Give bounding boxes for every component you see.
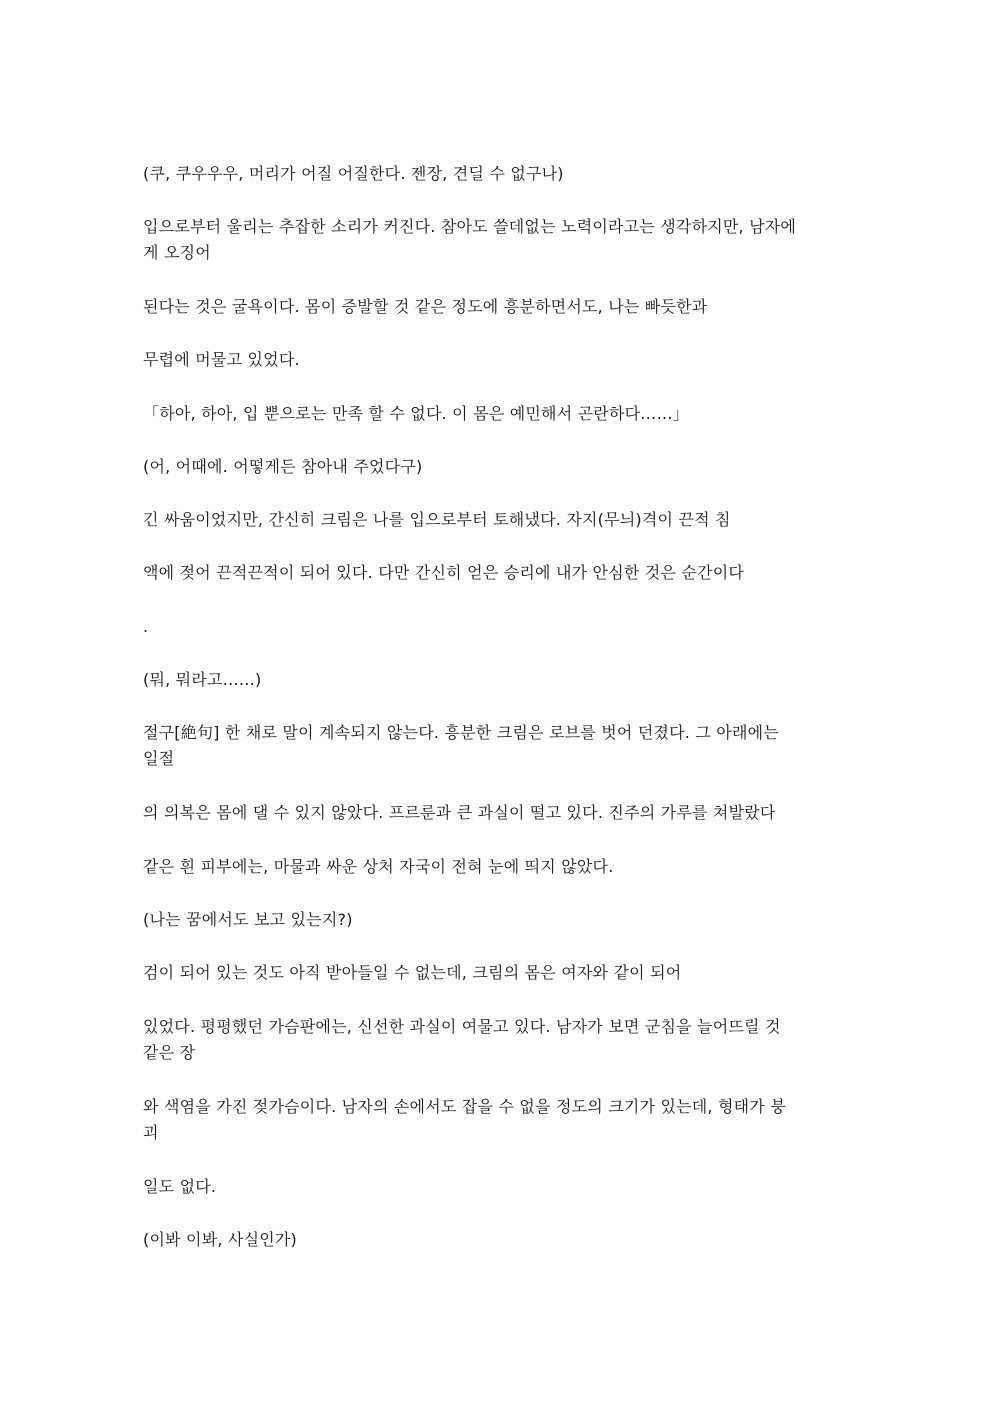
text-line: 같은 장 [143,1043,196,1062]
text-line: 무렵에 머물고 있었다. [143,350,300,369]
text-line: 긴 싸움이었지만, 간신히 크림은 나를 입으로부터 토해냈다. 자지(무늬)격이 끈적 침 [143,510,731,529]
text-line: 있었다. 평평했던 가슴판에는, 신선한 과실이 여물고 있다. 남자가 보면 군침을 늘어뜨릴 것 [143,1017,781,1036]
text-line: 된다는 것은 굴욕이다. 몸이 증발할 것 같은 정도에 흥분하면서도, 나는 빠듯한과 [143,297,708,316]
text-line: (뭐, 뭐라고……) [143,670,262,689]
text-line: 게 오징어 [143,243,211,262]
text-line: (쿠, 쿠우우우, 머리가 어질 어질한다. 젠장, 견딜 수 없구나) [143,164,564,183]
text-line: 같은 흰 피부에는, 마물과 싸운 상처 자국이 전혀 눈에 띄지 않았다. [143,857,614,876]
text-line: 와 색염을 가진 젖가슴이다. 남자의 손에서도 잡을 수 없을 정도의 크기가 있는데, 형태가 붕 [143,1097,786,1116]
text-line: 「하아, 하아, 입 뿐으로는 만족 할 수 없다. 이 몸은 예민해서 곤란하다……」 [143,404,689,423]
text-line: 절구[絶句] 한 채로 말이 계속되지 않는다. 흥분한 크림은 로브를 벗어 던졌다. 그 아래에는 [143,723,779,742]
text-line: 의 의복은 몸에 댈 수 있지 않았다. 프르룬과 큰 과실이 떨고 있다. 진주의 가루를 쳐발랐다 [143,803,776,822]
text-line: 괴 [143,1123,159,1142]
text-line: . [143,617,149,636]
text-line: (어, 어때에. 어떻게든 참아내 주었다구) [143,457,423,476]
text-line: (나는 꿈에서도 보고 있는지?) [143,910,353,929]
text-line: 입으로부터 울리는 추잡한 소리가 커진다. 참아도 쓸데없는 노력이라고는 생각하지만, 남자에 [143,217,797,236]
text-line: 액에 젖어 끈적끈적이 되어 있다. 다만 간신히 얻은 승리에 내가 안심한 것은 순간이다 [143,563,745,582]
text-line: (이봐 이봐, 사실인가) [143,1230,297,1249]
text-line: 일절 [143,749,175,768]
text-line: 검이 되어 있는 것도 아직 받아들일 수 없는데, 크림의 몸은 여자와 같이 되어 [143,963,682,982]
text-line: 일도 없다. [143,1177,217,1196]
